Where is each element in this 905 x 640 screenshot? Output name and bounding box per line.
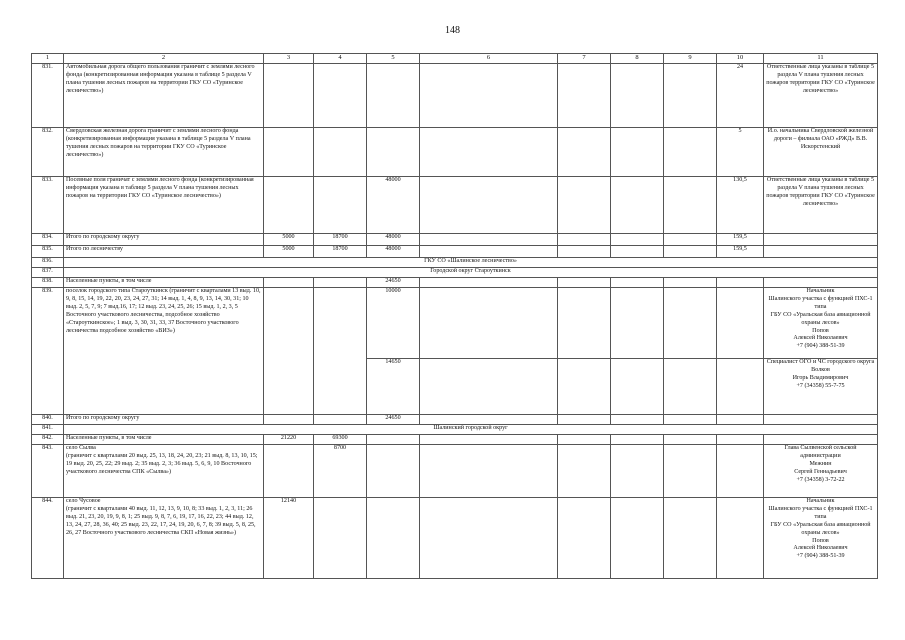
cell [264,445,314,498]
cell [558,435,611,445]
cell [717,415,764,425]
cell [611,445,664,498]
cell [314,64,367,128]
table-row [32,177,878,234]
column-header: 10 [717,54,764,64]
row-description: село Сылва (граничит с кварталами 20 выд. 25, 13, 18, 24, 20, 23; 21 выд. 8, 13, 10, 15; 19 выд. 20, 25, 22; 29 выд. 2; 35 выд. 2, 3; 36 выд. 5, 6, 9, 10 Восточного участкового лесничества СПК «Сылва») [64,445,264,498]
column-header: 1 [32,54,64,64]
row-number: 838. [32,278,64,288]
row-number: 831. [32,64,64,128]
cell [664,498,717,579]
table-row [32,498,878,579]
cell [367,445,420,498]
cell-value: 159,5 [717,246,764,258]
cell [367,435,420,445]
cell [420,246,558,258]
cell [558,64,611,128]
cell [717,288,764,359]
row-number: 837. [32,268,64,278]
cell [558,359,611,415]
cell [264,288,314,415]
cell [664,435,717,445]
row-description: Посевные поля граничат с землями лесного фонда (конкретизированная информация указана в таблице 5 раздела V плана тушения лесных пожаров на территории ГКУ СО «Туринское лесничество») [64,177,264,234]
cell [558,128,611,177]
responsible-person: Специалист ОГО и ЧС городского округа Волков Игорь Владимирович +7 (34358) 55-7-75 [764,359,878,415]
cell [314,288,367,415]
responsible-person: Начальник Шалинского участка с функцией ПХС-1 типа ГБУ СО «Уральская база авиационной охраны лесов» Попов Алексей Николаевич +7 (904) 388-51-39 [764,498,878,579]
cell [420,435,558,445]
table-row [32,128,878,177]
row-number: 839. [32,288,64,415]
cell [558,415,611,425]
cell [558,234,611,246]
cell [420,64,558,128]
row-description: село Чусовое (граничит с кварталами 40 выд. 11, 12, 13, 9, 10, 8; 33 выд. 1, 2, 3, 11; 26 выд. 21, 23, 20, 19, 9, 8, 1; 25 выд. 9, 8, 7, 6, 19, 17, 16, 22, 23; 44 выд. 12, 13, 24, 27, 28, 36, 40; 25 выд. 23, 22, 17, 24, 19, 20, 6, 7, 8; 39 выд. 5, 8, 25, 26, 27 Восточного участкового лесничества СКП «Новая жизнь») [64,498,264,579]
column-header: 9 [664,54,717,64]
cell-value: 48000 [367,177,420,234]
cell [558,445,611,498]
cell [314,278,367,288]
row-number: 833. [32,177,64,234]
section-title: Шалинский городской округ [64,425,878,435]
cell-value: 159,5 [717,234,764,246]
row-description: Итого по городскому округу [64,415,264,425]
cell [558,177,611,234]
cell [611,128,664,177]
column-header: 2 [64,54,264,64]
cell-value: 18700 [314,246,367,258]
row-number: 842. [32,435,64,445]
row-description: Населенные пункты, в том числе [64,435,264,445]
cell [264,64,314,128]
cell-value: 21220 [264,435,314,445]
cell [764,278,878,288]
table-row [32,288,878,359]
responsible-person: Ответственные лица указаны в таблице 5 раздела V плана тушения лесных пожаров территории ГКУ СО «Туринское лесничество» [764,64,878,128]
responsible-person: Глава Сылвенской сельской администрации Межнин Сергей Геннадьевич +7 (34358) 3-72-22 [764,445,878,498]
cell [420,359,558,415]
cell [664,177,717,234]
column-header: 11 [764,54,878,64]
cell [664,415,717,425]
cell [664,128,717,177]
cell-value: 5000 [264,246,314,258]
column-header: 7 [558,54,611,64]
cell-value: 130,5 [717,177,764,234]
cell [664,445,717,498]
responsible-person: Ответственные лица указаны в таблице 5 раздела V плана тушения лесных пожаров территории ГКУ СО «Туринское лесничество» [764,177,878,234]
cell [558,498,611,579]
cell [367,128,420,177]
column-header: 4 [314,54,367,64]
cell [717,359,764,415]
cell [611,415,664,425]
section-row [32,258,878,268]
cell [664,288,717,359]
cell-value: 10000 [367,288,420,359]
row-description: Итого по городскому округу [64,234,264,246]
cell-value: 24650 [367,415,420,425]
cell [314,177,367,234]
cell [420,445,558,498]
cell [611,435,664,445]
cell-value: 24 [717,64,764,128]
cell [558,246,611,258]
cell-value: 48000 [367,246,420,258]
cell [611,288,664,359]
cell [664,359,717,415]
row-description: Автомобильная дорога общего пользования граничит с землями лесного фонда (конкретизированная информация указана в таблице 5 раздела V плана тушения лесных пожаров на территории ГКУ СО «Туринское лесничество») [64,64,264,128]
table-row [32,415,878,425]
section-title: Городской округ Староуткинск [64,268,878,278]
cell [264,278,314,288]
row-number: 843. [32,445,64,498]
cell [611,246,664,258]
cell [611,64,664,128]
cell-value: 12140 [264,498,314,579]
cell [664,64,717,128]
column-header: 5 [367,54,420,64]
column-header-row [32,54,878,64]
column-header: 6 [420,54,558,64]
section-title: ГКУ СО «Шалинское лесничество» [64,258,878,268]
cell [764,435,878,445]
cell [664,234,717,246]
row-description: поселок городского типа Староуткинск (граничит с кварталами 13 выд. 10, 9, 8, 15, 14, 19, 22, 20, 23, 24, 27, 31; 14 выд. 1, 4, 8, 9, 13, 14, 30, 31; 10 выд. 2, 5, 7, 9; 7 выд.16, 17; 12 выд. 23, 24, 25, 26; 15 выд. 1, 2, 3, 5 Восточного участкового лесничества, подсобное хозяйство «Староуткинское»; 1 выд. 3, 30, 31, 33, 37 Восточного участкового лесничества подсобное хозяйство «ВИЗ») [64,288,264,415]
cell [264,128,314,177]
table-row [32,246,878,258]
cell [264,177,314,234]
cell [367,498,420,579]
row-number: 832. [32,128,64,177]
row-number: 840. [32,415,64,425]
cell [611,234,664,246]
page-number: 148 [445,25,460,36]
column-header: 8 [611,54,664,64]
table-row [32,234,878,246]
cell [611,177,664,234]
cell [764,234,878,246]
row-description: Свердловская железная дорога граничит с землями лесного фонда (конкретизированная информация указана в таблице 5 раздела V плана тушения лесных пожаров на территории ГКУ СО «Туринское лесничество») [64,128,264,177]
cell-value: 18700 [314,234,367,246]
cell [420,288,558,359]
row-number: 835. [32,246,64,258]
cell [611,498,664,579]
table-row [32,278,878,288]
row-number: 841. [32,425,64,435]
cell-value: 8700 [314,445,367,498]
responsible-person: И.о. начальника Свердловской железной дороги – филиала ОАО «РЖД» В.В. Искорстенский [764,128,878,177]
cell [420,234,558,246]
cell [611,359,664,415]
cell [314,415,367,425]
row-description: Населенные пункты, в том числе [64,278,264,288]
cell [420,177,558,234]
cell-value: 48000 [367,234,420,246]
cell [420,128,558,177]
column-header: 3 [264,54,314,64]
cell [314,498,367,579]
row-description: Итого по лесничеству [64,246,264,258]
cell [764,415,878,425]
cell [717,445,764,498]
cell [664,246,717,258]
row-number: 844. [32,498,64,579]
cell [420,278,558,288]
table-row [32,435,878,445]
cell-value: 5 [717,128,764,177]
cell [420,498,558,579]
register-table [31,53,878,579]
cell [611,278,664,288]
row-number: 836. [32,258,64,268]
section-row [32,425,878,435]
cell-value: 69300 [314,435,367,445]
responsible-person: Начальник Шалинского участка с функцией ПХС-1 типа ГБУ СО «Уральская база авиационной охраны лесов» Попов Алексей Николаевич +7 (904) 388-51-39 [764,288,878,359]
cell [558,288,611,359]
table-row [32,64,878,128]
cell [314,128,367,177]
cell [558,278,611,288]
table-row [32,445,878,498]
cell [717,498,764,579]
cell [420,415,558,425]
cell [764,246,878,258]
section-row [32,268,878,278]
cell [264,415,314,425]
cell [717,278,764,288]
cell-value: 14650 [367,359,420,415]
cell [367,64,420,128]
cell-value: 5000 [264,234,314,246]
cell-value: 24650 [367,278,420,288]
row-number: 834. [32,234,64,246]
cell [717,435,764,445]
cell [664,278,717,288]
